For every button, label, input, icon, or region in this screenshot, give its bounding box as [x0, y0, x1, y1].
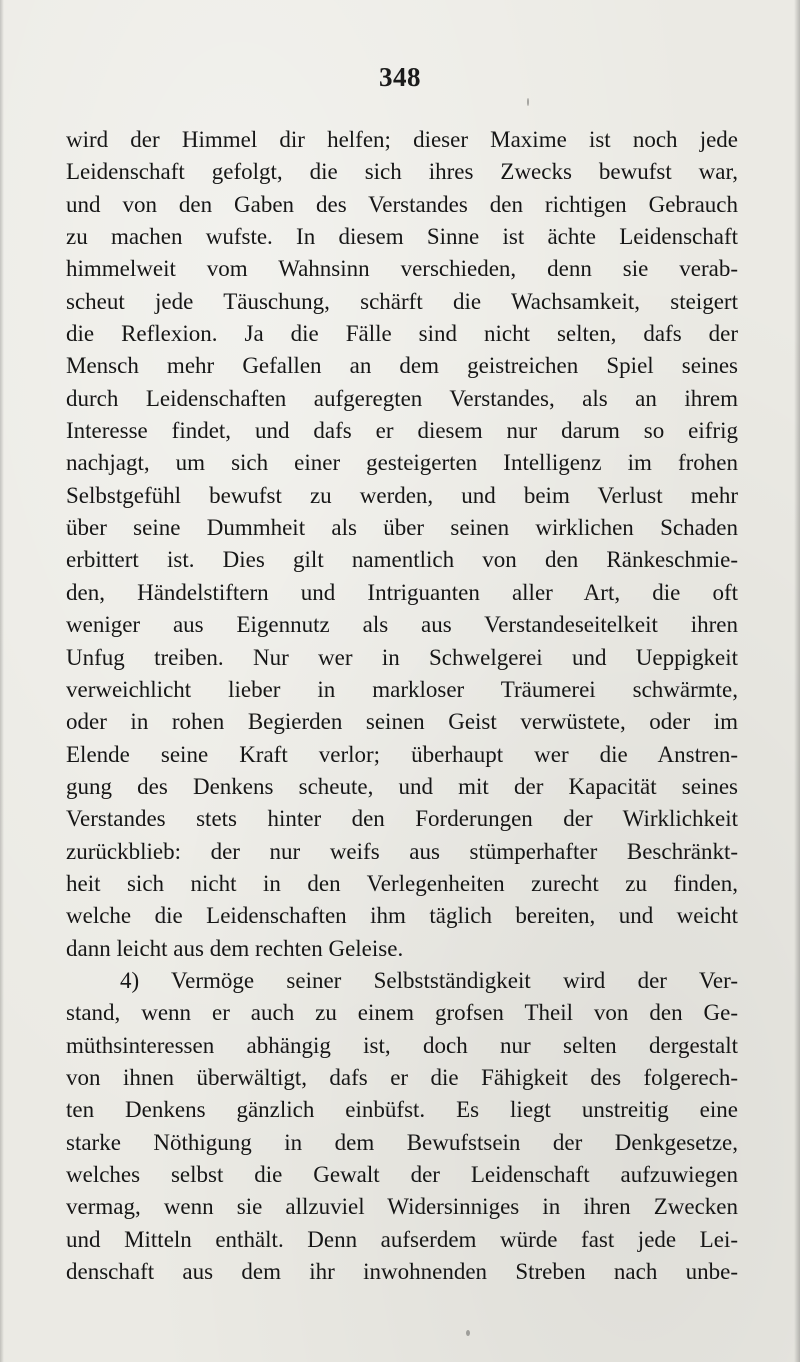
page-right-edge-shadow	[794, 0, 800, 1362]
text-line: zu machen wufste. In diesem Sinne ist ächte Leidenschaft	[66, 224, 738, 250]
text-line: verweichlicht lieber in markloser Träumerei schwärmte,	[66, 676, 738, 702]
text-line: welches selbst die Gewalt der Leidenschaft aufzuwiegen	[66, 1162, 738, 1187]
text-line: weniger aus Eigennutz als aus Verstandeseitelkeit ihren	[66, 612, 738, 638]
text-line: himmelweit vom Wahnsinn verschieden, denn sie verab-	[66, 256, 738, 282]
body-text	[66, 124, 738, 1288]
text-line: Selbstgefühl bewufst zu werden, und beim Verlust mehr	[66, 482, 738, 508]
text-line: müthsinteressen abhängig ist, doch nur selten dergestalt	[66, 1032, 738, 1058]
text-line: stand, wenn er auch zu einem grofsen Theil von den Ge-	[66, 1000, 738, 1026]
page-left-edge-shadow	[0, 0, 4, 1362]
text-line: Verstandes stets hinter den Forderungen der Wirklichkeit	[66, 806, 738, 832]
text-line: denschaft aus dem ihr inwohnenden Streben nach unbe-	[66, 1259, 738, 1285]
text-line: gung des Denkens scheute, und mit der Kapacität seines	[66, 773, 738, 799]
text-line: wird der Himmel dir helfen; dieser Maxime ist noch jede	[66, 127, 738, 152]
paragraph-end-line: dann leicht aus dem rechten Geleise.	[66, 935, 404, 961]
text-line: von ihnen überwältigt, dafs er die Fähigkeit des folgerech-	[66, 1064, 738, 1090]
text-line: den, Händelstiftern und Intriguanten aller Art, die oft	[66, 579, 738, 605]
text-line: über seine Dummheit als über seinen wirklichen Schaden	[66, 515, 738, 541]
paragraph-start-line: 4) Vermöge seiner Selbstständigkeit wird der Ver-	[120, 967, 738, 993]
text-line: und von den Gaben des Verstandes den richtigen Gebrauch	[66, 191, 738, 217]
text-line: nachjagt, um sich einer gesteigerten Intelligenz im frohen	[66, 450, 738, 476]
text-line: die Reflexion. Ja die Fälle sind nicht selten, dafs der	[66, 321, 738, 347]
text-line: Unfug treiben. Nur wer in Schwelgerei und Ueppigkeit	[66, 644, 738, 670]
page-number: 348	[379, 62, 421, 92]
text-line: erbittert ist. Dies gilt namentlich von den Ränkeschmie-	[66, 547, 738, 573]
text-line: starke Nöthigung in dem Bewufstsein der Denkgesetze,	[66, 1129, 738, 1155]
text-line: scheut jede Täuschung, schärft die Wachsamkeit, steigert	[66, 288, 738, 314]
text-line: welche die Leidenschaften ihm täglich bereiten, und weicht	[66, 903, 738, 929]
text-line: oder in rohen Begierden seinen Geist verwüstete, oder im	[66, 709, 738, 735]
paper-speck	[466, 1330, 470, 1336]
text-line: durch Leidenschaften aufgeregten Verstandes, als an ihrem	[66, 385, 738, 411]
text-line: Interesse findet, und dafs er diesem nur darum so eifrig	[66, 418, 738, 444]
text-line: und Mitteln enthält. Denn aufserdem würde fast jede Lei-	[66, 1226, 738, 1252]
text-line: zurückblieb: der nur weifs aus stümperhafter Beschränkt-	[66, 838, 738, 864]
text-line: ten Denkens gänzlich einbüfst. Es liegt unstreitig eine	[66, 1097, 738, 1123]
text-line: Elende seine Kraft verlor; überhaupt wer die Anstren-	[66, 741, 738, 767]
text-line: Leidenschaft gefolgt, die sich ihres Zwecks bewufst war,	[66, 159, 738, 185]
text-line: Mensch mehr Gefallen an dem geistreichen Spiel seines	[66, 353, 738, 379]
text-line: heit sich nicht in den Verlegenheiten zurecht zu finden,	[66, 870, 738, 896]
text-line: vermag, wenn sie allzuviel Widersinniges in ihren Zwecken	[66, 1194, 738, 1220]
paper-speck	[527, 98, 529, 106]
